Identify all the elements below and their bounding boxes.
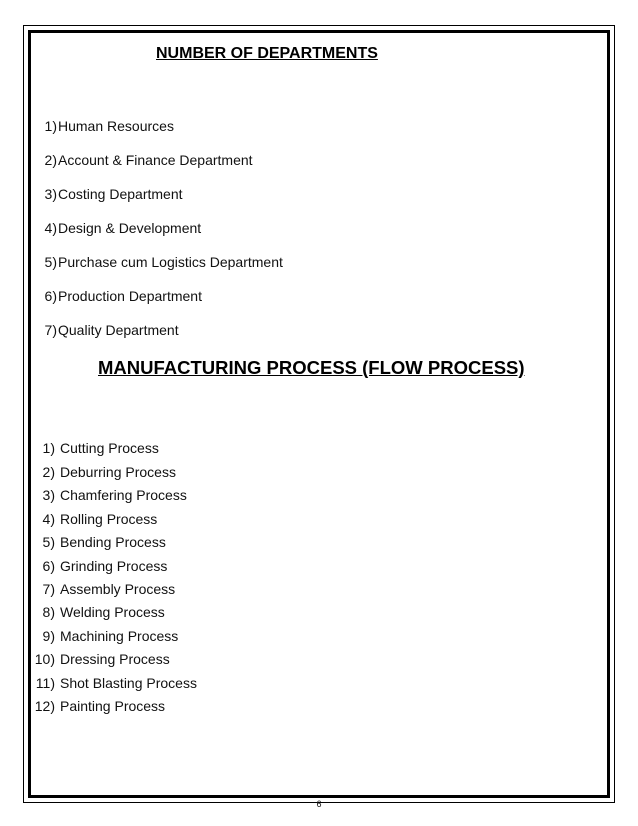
process-item-label: Shot Blasting Process [60, 675, 197, 691]
process-item-label: Dressing Process [60, 651, 170, 667]
department-item-number: 3) [44, 186, 57, 202]
department-item [38, 322, 179, 338]
process-item-number: 5) [42, 534, 55, 550]
process-item-label: Assembly Process [60, 581, 176, 597]
process-item-number: 4) [42, 511, 55, 527]
process-item-label: Chamfering Process [60, 487, 187, 503]
process-item-label: Machining Process [60, 628, 179, 644]
department-item-number: 4) [44, 220, 57, 236]
process-item [33, 487, 187, 503]
process-item-number: 8) [42, 604, 55, 620]
process-item-number: 7) [42, 581, 55, 597]
department-item [38, 288, 202, 304]
process-item-number: 1) [42, 440, 55, 456]
page-number: 6 [316, 799, 322, 809]
department-item-label: Purchase cum Logistics Department [58, 254, 283, 270]
department-item-label: Account & Finance Department [58, 152, 253, 168]
process-item-number: 11) [35, 675, 55, 691]
process-item [33, 511, 157, 527]
department-item-number: 1) [44, 118, 57, 134]
process-item-label: Rolling Process [60, 511, 158, 527]
process-item-number: 6) [42, 558, 55, 574]
process-item-number: 12) [34, 698, 55, 714]
department-item-label: Human Resources [58, 118, 174, 134]
department-item [38, 254, 283, 270]
process-item [33, 675, 197, 691]
department-item-label: Production Department [58, 288, 202, 304]
department-item-label: Quality Department [58, 322, 179, 338]
process-item [33, 628, 178, 644]
process-item [33, 581, 175, 597]
department-item-label: Design & Development [58, 220, 202, 236]
process-item-label: Cutting Process [60, 440, 159, 456]
department-item-number: 7) [44, 322, 57, 338]
process-item-number: 10) [34, 651, 55, 667]
process-item [33, 440, 159, 456]
process-item-number: 3) [42, 487, 55, 503]
department-item [38, 220, 201, 236]
process-item [33, 558, 167, 574]
process-item [33, 464, 176, 480]
department-item-number: 6) [44, 288, 57, 304]
process-item-label: Bending Process [60, 534, 166, 550]
process-heading: MANUFACTURING PROCESS (FLOW PROCESS) [98, 357, 525, 378]
department-item-number: 2) [44, 152, 57, 168]
process-item-number: 2) [42, 464, 55, 480]
process-item-number: 9) [42, 628, 55, 644]
process-item [33, 534, 166, 550]
department-item [38, 118, 174, 134]
process-item-label: Painting Process [60, 698, 166, 714]
department-item [38, 152, 253, 168]
process-item-label: Grinding Process [60, 558, 168, 574]
department-item-label: Costing Department [58, 186, 183, 202]
process-item [33, 651, 170, 667]
department-item [38, 186, 183, 202]
process-item [33, 604, 165, 620]
department-item-number: 5) [44, 254, 57, 270]
process-item-label: Deburring Process [60, 464, 176, 480]
departments-heading: NUMBER OF DEPARTMENTS [156, 45, 378, 62]
process-item [33, 698, 165, 714]
process-item-label: Welding Process [60, 604, 165, 620]
